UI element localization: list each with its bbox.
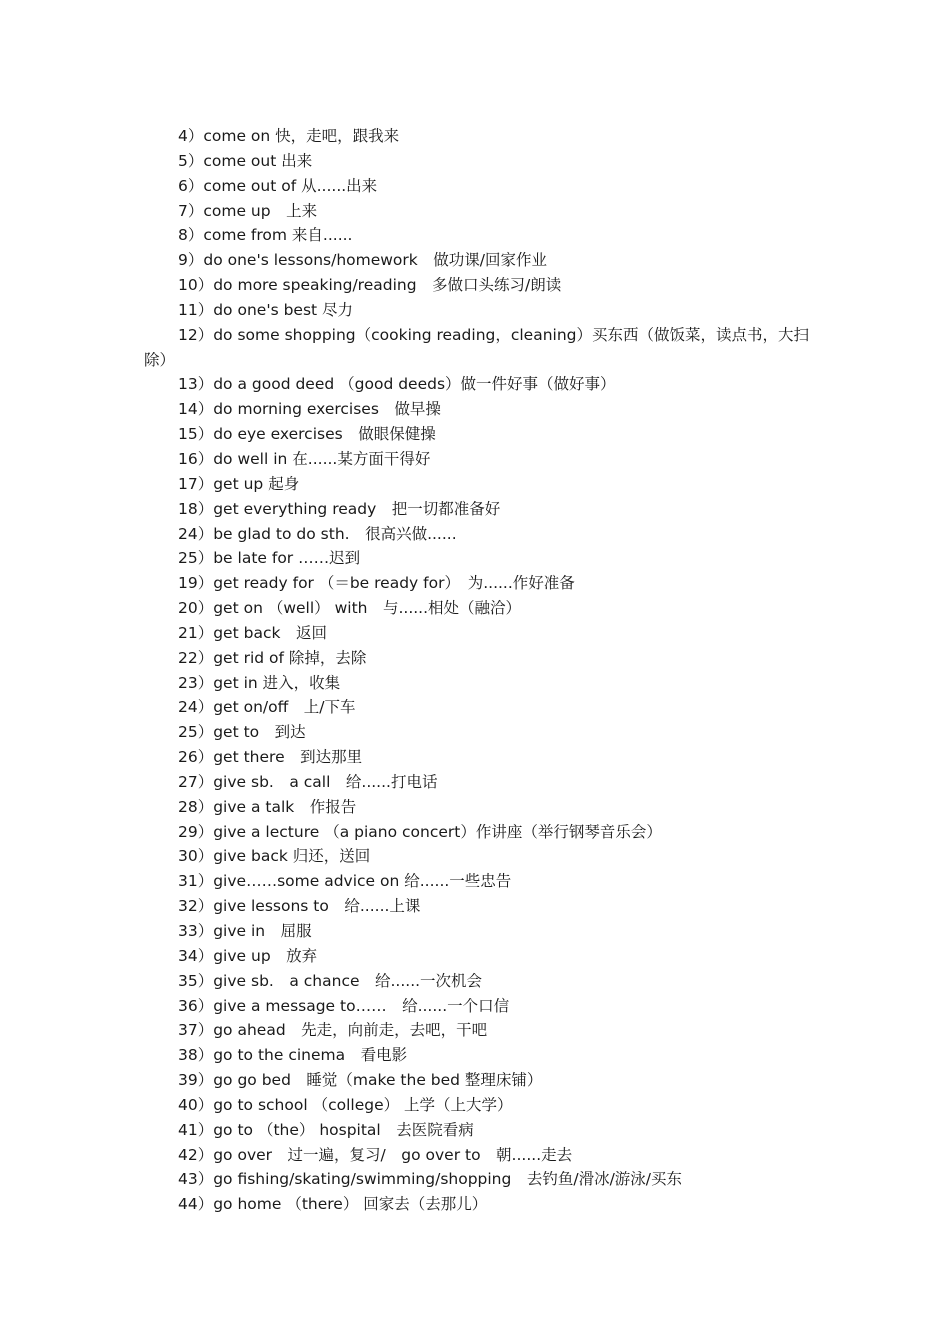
phrase-entry: 17）get up 起身 <box>178 474 300 493</box>
phrase-entry: 34）give up 放弃 <box>178 946 318 965</box>
phrase-entry: 24）get on/off 上/下车 <box>178 698 356 717</box>
phrase-entry: 41）go to （the） hospital 去医院看病 <box>178 1120 474 1139</box>
phrase-entry: 43）go fishing/skating/swimming/shopping 去钓鱼/滑冰/游泳/买东 <box>178 1170 683 1189</box>
phrase-entry: 29）give a lecture （a piano concert）作讲座（举行钢琴音乐会） <box>178 822 662 841</box>
phrase-entry: 25）get to 到达 <box>178 723 306 742</box>
phrase-entry: 30）give back 归还，送回 <box>178 847 371 866</box>
phrase-entry: 28）give a talk 作报告 <box>178 797 357 816</box>
phrase-entry: 6）come out of 从......出来 <box>178 176 378 195</box>
phrase-entry: 32）give lessons to 给......上课 <box>178 897 421 916</box>
phrase-entry: 39）go go bed 睡觉（make the bed 整理床铺） <box>178 1071 543 1090</box>
phrase-entry: 36）give a message to…… 给......一个口信 <box>178 996 510 1015</box>
phrase-entry: 10）do more speaking/reading 多做口头练习/朗读 <box>178 276 562 295</box>
phrase-entry: 37）go ahead 先走，向前走，去吧，干吧 <box>178 1021 488 1040</box>
phrase-entry: 24）be glad to do sth. 很高兴做...... <box>178 524 457 543</box>
phrase-entry: 42）go over 过一遍，复习/ go over to 朝......走去 <box>178 1145 573 1164</box>
phrase-entry: 23）get in 进入，收集 <box>178 673 341 692</box>
phrase-entry: 12）do some shopping（cooking reading，cleaning）买东西（做饭菜，读点书，大扫除） <box>144 325 810 369</box>
phrase-entry: 25）be late for ……迟到 <box>178 549 361 568</box>
phrase-entry: 8）come from 来自...... <box>178 226 353 245</box>
phrase-entry: 18）get everything ready 把一切都准备好 <box>178 499 501 518</box>
phrase-entry: 19）get ready for （＝be ready for） 为......作好准备 <box>178 574 575 593</box>
phrase-entry: 7）come up 上来 <box>178 201 318 220</box>
phrase-entry: 22）get rid of 除掉，去除 <box>178 648 367 667</box>
phrase-entry: 38）go to the cinema 看电影 <box>178 1046 408 1065</box>
phrase-entry: 5）come out 出来 <box>178 151 313 170</box>
phrase-entry: 13）do a good deed （good deeds）做一件好事（做好事） <box>178 375 616 394</box>
phrase-entry: 14）do morning exercises 做早操 <box>178 400 441 419</box>
phrase-entry: 4）come on 快，走吧，跟我来 <box>178 127 400 145</box>
phrase-entry: 35）give sb. a chance 给......一次机会 <box>178 971 483 990</box>
phrase-entry: 27）give sb. a call 给......打电话 <box>178 772 438 791</box>
phrase-list <box>144 124 824 1217</box>
phrase-entry: 40）go to school （college） 上学（上大学） <box>178 1095 513 1114</box>
phrase-entry: 15）do eye exercises 做眼保健操 <box>178 425 436 444</box>
phrase-entry: 31）give……some advice on 给......一些忠告 <box>178 872 512 891</box>
phrase-entry: 26）get there 到达那里 <box>178 748 363 767</box>
phrase-entry: 44）go home （there） 回家去（去那儿） <box>178 1195 488 1214</box>
phrase-entry: 9）do one's lessons/homework 做功课/回家作业 <box>178 251 547 270</box>
phrase-entry: 20）get on （well） with 与......相处（融洽） <box>178 599 522 618</box>
phrase-entry: 21）get back 返回 <box>178 623 327 642</box>
phrase-entry: 11）do one's best 尽力 <box>178 300 354 319</box>
phrase-entry: 16）do well in 在......某方面干得好 <box>178 449 431 468</box>
phrase-entry: 33）give in 屈服 <box>178 922 312 940</box>
